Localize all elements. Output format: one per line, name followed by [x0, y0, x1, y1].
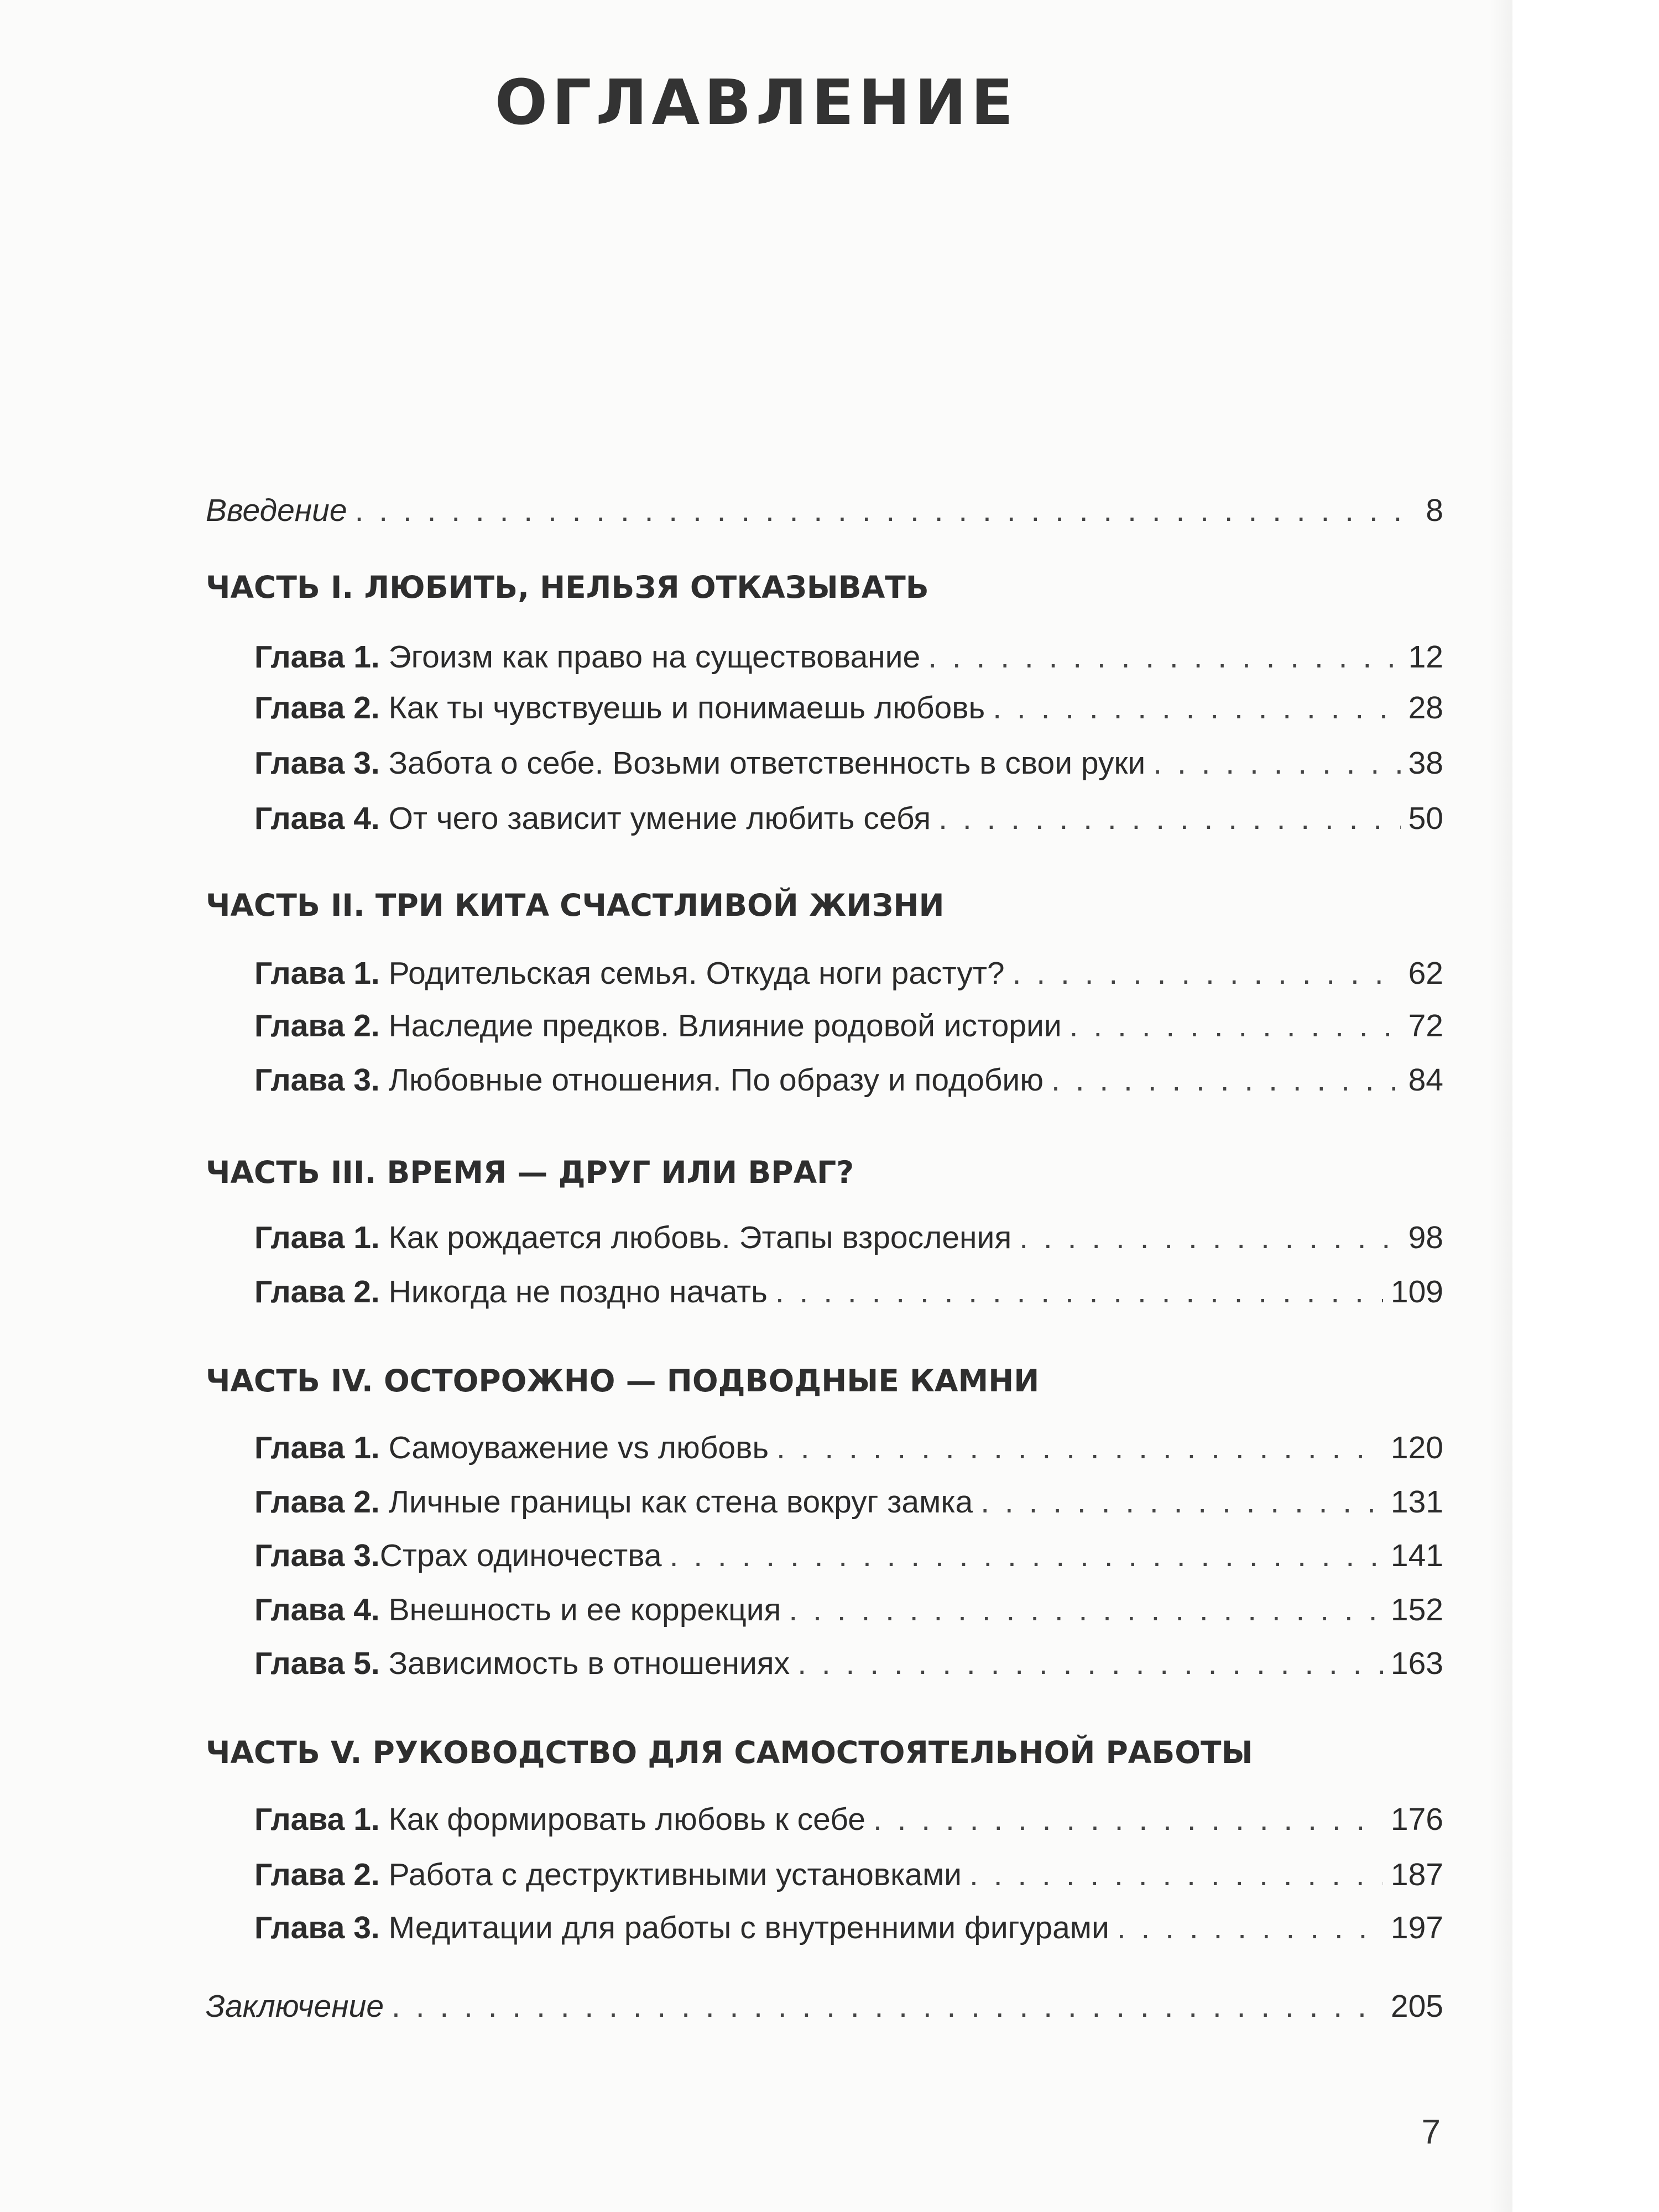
chapter-title: Как формировать любовь к себе: [388, 1802, 865, 1837]
toc-page-number: 28: [1408, 690, 1443, 726]
toc-entry-conclusion: [206, 1991, 1443, 2022]
dot-leader: [1070, 1010, 1401, 1042]
toc-entry-chapter: [254, 958, 1443, 989]
toc-entry-label: Введение: [206, 493, 347, 528]
toc-page-number: 120: [1390, 1430, 1443, 1465]
dot-leader: [775, 1276, 1383, 1308]
toc-page-number: 131: [1390, 1484, 1443, 1520]
chapter-title: Никогда не поздно начать: [388, 1274, 768, 1310]
part-heading: ЧАСТЬ IV. ОСТОРОЖНО — ПОДВОДНЫЕ КАМНИ: [206, 1363, 1040, 1399]
toc-page-number: 8: [1426, 493, 1443, 528]
chapter-title: Как рождается любовь. Этапы взросления: [388, 1220, 1012, 1255]
chapter-number: Глава 2.: [254, 1484, 380, 1520]
toc-page-number: 50: [1408, 801, 1443, 836]
dot-leader: [928, 641, 1400, 673]
toc-entry-chapter: [254, 1062, 1443, 1098]
chapter-number: Глава 2.: [254, 690, 380, 726]
chapter-number: Глава 1.: [254, 639, 380, 675]
chapter-number: Глава 1.: [254, 1220, 380, 1255]
toc-page-number: 72: [1408, 1008, 1443, 1044]
toc-page-number: 205: [1390, 1989, 1443, 2024]
chapter-number: Глава 4.: [254, 801, 380, 836]
chapter-number: Глава 3.: [254, 1538, 380, 1573]
dot-leader: [873, 1804, 1383, 1835]
chapter-title: Медитации для работы с внутренними фигурами: [388, 1910, 1109, 1945]
dot-leader: [355, 495, 1402, 526]
dot-leader: [969, 1859, 1383, 1891]
toc-entry-chapter: [254, 1540, 1443, 1572]
toc-entry-chapter: [254, 692, 1443, 724]
toc-page-number: 12: [1408, 639, 1443, 675]
chapter-number: Глава 1.: [254, 1802, 380, 1837]
toc-page-number: 141: [1390, 1538, 1443, 1573]
dot-leader: [776, 1432, 1383, 1464]
chapter-number: Глава 5.: [254, 1646, 380, 1681]
toc-entry-label: Заключение: [206, 1989, 384, 2024]
chapter-title: Родительская семья. Откуда ноги растут?: [388, 956, 1005, 991]
toc-entry-chapter: [254, 803, 1443, 834]
toc-page-number: 187: [1390, 1857, 1443, 1892]
chapter-title: Забота о себе. Возьми ответственность в свои руки: [388, 745, 1146, 781]
page-title: ОГЛАВЛЕНИЕ: [494, 67, 1018, 139]
chapter-title: Личные границы как стена вокруг замка: [388, 1484, 973, 1520]
toc-entry-chapter: [254, 1432, 1443, 1464]
dot-leader: [938, 803, 1400, 834]
toc-entry-chapter: [254, 1486, 1443, 1518]
dot-leader: [670, 1540, 1383, 1572]
chapter-title: Внешность и ее коррекция: [388, 1592, 781, 1627]
toc-page-number: 109: [1390, 1274, 1443, 1310]
toc-entry-chapter: [254, 1804, 1443, 1835]
toc-entry-chapter: [254, 1912, 1443, 1944]
part-heading: ЧАСТЬ II. ТРИ КИТА СЧАСТЛИВОЙ ЖИЗНИ: [206, 888, 945, 923]
chapter-number: Глава 2.: [254, 1008, 380, 1044]
chapter-number: Глава 3.: [254, 1062, 380, 1098]
dot-leader: [797, 1648, 1383, 1679]
toc-entry-chapter: [254, 641, 1443, 673]
chapter-title: Зависимость в отношениях: [388, 1646, 790, 1681]
toc-page-number: 176: [1390, 1802, 1443, 1837]
toc-entry-chapter: [254, 1222, 1443, 1254]
chapter-title: Наследие предков. Влияние родовой истории: [388, 1008, 1062, 1044]
toc-entry-chapter: [254, 1859, 1443, 1891]
chapter-title: Самоуважение vs любовь: [388, 1430, 769, 1465]
chapter-number: Глава 3.: [254, 1910, 380, 1945]
dot-leader: [1013, 958, 1401, 989]
chapter-number: Глава 2.: [254, 1857, 380, 1892]
dot-leader: [1019, 1222, 1400, 1254]
page-number: 7: [1421, 2113, 1441, 2151]
chapter-number: Глава 4.: [254, 1592, 380, 1627]
toc-page-number: 62: [1408, 956, 1443, 991]
chapter-title: Эгоизм как право на существование: [388, 639, 921, 675]
dot-leader: [1051, 1065, 1401, 1096]
toc-page-number: 152: [1390, 1592, 1443, 1627]
chapter-number: Глава 1.: [254, 1430, 380, 1465]
toc-entry-chapter: [254, 1594, 1443, 1626]
toc-page-number: 163: [1390, 1646, 1443, 1681]
dot-leader: [980, 1486, 1383, 1518]
dot-leader: [1117, 1912, 1383, 1944]
chapter-title: Работа с деструктивными установками: [388, 1857, 962, 1892]
toc-entry-introduction: [206, 495, 1443, 526]
dot-leader: [1153, 748, 1400, 779]
toc-entry-chapter: [254, 1010, 1443, 1042]
toc-page-number: 197: [1390, 1910, 1443, 1945]
dot-leader: [392, 1991, 1383, 2022]
part-heading: ЧАСТЬ V. РУКОВОДСТВО ДЛЯ САМОСТОЯТЕЛЬНОЙ РАБОТЫ: [206, 1735, 1253, 1770]
toc-page-number: 84: [1408, 1062, 1443, 1098]
chapter-number: Глава 1.: [254, 956, 380, 991]
dot-leader: [789, 1594, 1383, 1626]
toc-entry-chapter: [254, 745, 1443, 781]
part-heading: ЧАСТЬ III. ВРЕМЯ — ДРУГ ИЛИ ВРАГ?: [206, 1155, 854, 1190]
toc-entry-chapter: [254, 1648, 1443, 1679]
dot-leader: [993, 692, 1400, 724]
chapter-title: Как ты чувствуешь и понимаешь любовь: [388, 690, 985, 726]
toc-page-number: 98: [1408, 1220, 1443, 1255]
toc-entry-chapter: [254, 1276, 1443, 1308]
chapter-title: От чего зависит умение любить себя: [388, 801, 931, 836]
chapter-number: Глава 3.: [254, 745, 380, 781]
part-heading: ЧАСТЬ I. ЛЮБИТЬ, НЕЛЬЗЯ ОТКАЗЫВАТЬ: [206, 570, 929, 605]
chapter-title: Любовные отношения. По образу и подобию: [388, 1062, 1044, 1098]
toc-page-number: 38: [1408, 745, 1443, 781]
chapter-title: Страх одиночества: [379, 1538, 662, 1573]
chapter-number: Глава 2.: [254, 1274, 380, 1310]
